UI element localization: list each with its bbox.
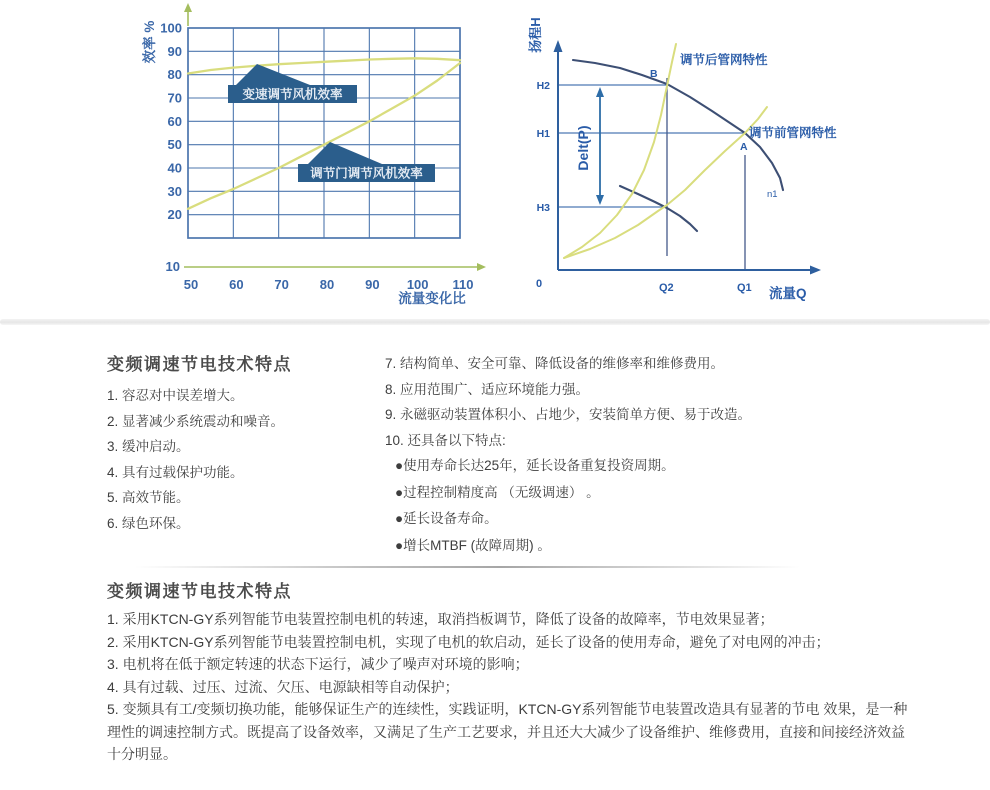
svg-text:Q1: Q1 [737, 282, 752, 294]
svg-text:20: 20 [167, 207, 182, 223]
list-item: 9. 永磁驱动装置体积小、占地少，安装简单方便、易于改造。 [385, 407, 752, 422]
svg-text:n1: n1 [767, 189, 778, 200]
svg-text:80: 80 [167, 67, 182, 83]
list-item: 2. 显著减少系统震动和噪音。 [107, 413, 285, 429]
svg-text:0: 0 [536, 278, 543, 290]
svg-text:100: 100 [406, 277, 429, 292]
svg-text:A: A [740, 141, 748, 153]
callout-0 [228, 64, 357, 103]
feature-list-left [107, 383, 383, 536]
list-item: 5. 变频具有工/变频切换功能，能够保证生产的连续性，实践证明，KTCN-GY系列智能节电装置改造具有显著的节电 效果，是一种理性的调速控制方式。既提高了设备效率，又满足了生产工艺要求，并且还大大减少了设备维护、维修费用，直接和间接经济效益十分明显。 [107, 701, 908, 762]
section1-title: 变频调速节电技术特点 [107, 355, 292, 374]
y-axis-label: 效率 % [142, 20, 157, 64]
svg-text:Delt(P): Delt(P) [575, 125, 591, 171]
list-item: 7. 结构简单、安全可靠、降低设备的维修率和维修费用。 [385, 356, 725, 371]
list-item: ●使用寿命长达25年，延长设备重复投资周期。 [395, 458, 675, 473]
list-item: ●增长MTBF (故障周期) 。 [395, 537, 551, 553]
list-item: 2. 采用KTCN-GY系列智能节电装置控制电机，实现了电机的软启动，延长了设备的使用寿命，避免了对电网的冲击； [107, 633, 830, 650]
svg-text:80: 80 [319, 277, 335, 292]
fan-efficiency-chart [130, 0, 490, 310]
svg-text:50: 50 [183, 277, 199, 292]
axis-arrows [184, 3, 486, 271]
svg-text:调节后管网特性: 调节后管网特性 [680, 53, 768, 67]
thin-divider [135, 566, 800, 568]
svg-text:H3: H3 [536, 202, 550, 214]
details-section [107, 577, 909, 766]
svg-text:90: 90 [365, 277, 380, 292]
list-item: 6. 绿色环保。 [107, 515, 190, 531]
svg-text:10: 10 [165, 259, 180, 274]
svg-text:H2: H2 [536, 80, 550, 92]
svg-text:变速调节风机效率: 变速调节风机效率 [242, 87, 343, 102]
list-item: 8. 应用范围广、适应环境能力强。 [385, 381, 590, 397]
svg-text:流量Q: 流量Q [769, 286, 807, 301]
svg-text:60: 60 [167, 113, 182, 129]
pump-curve-chart [520, 0, 865, 310]
svg-text:40: 40 [167, 160, 182, 176]
x-axis-label: 流量变化比 [398, 291, 466, 306]
svg-text:70: 70 [167, 90, 182, 106]
svg-text:调节门调节风机效率: 调节门调节风机效率 [310, 166, 423, 181]
delta-p-arrow [596, 87, 604, 205]
svg-text:110: 110 [452, 277, 474, 292]
svg-text:30: 30 [167, 183, 182, 199]
svg-text:100: 100 [160, 20, 182, 36]
network-before-regulation-curve [564, 107, 767, 258]
svg-text:90: 90 [167, 43, 182, 59]
svg-text:Q2: Q2 [659, 282, 674, 294]
list-item: ●过程控制精度高 （无级调速） 。 [395, 484, 600, 500]
details-list [107, 608, 909, 766]
section2-title: 变频调速节电技术特点 [107, 582, 292, 601]
svg-text:B: B [650, 68, 658, 80]
svg-text:调节前管网特性: 调节前管网特性 [749, 126, 837, 140]
svg-text:60: 60 [229, 277, 244, 292]
list-item: 4. 具有过载保护功能。 [107, 464, 244, 480]
svg-text:扬程H: 扬程H [528, 17, 543, 53]
features-right-column [385, 351, 915, 559]
head-reference-lines [537, 80, 745, 214]
section-divider-band [0, 319, 990, 325]
svg-text:70: 70 [274, 277, 289, 292]
svg-text:H1: H1 [536, 128, 550, 140]
list-item: 4. 具有过载、过压、过流、欠压、电源缺相等自动保护； [107, 678, 459, 695]
list-item: 5. 高效节能。 [107, 490, 190, 505]
feature-list-right [385, 351, 915, 453]
axes [554, 40, 822, 275]
list-item: 1. 容忍对中误差增大。 [107, 388, 244, 403]
svg-text:50: 50 [167, 137, 182, 153]
list-item: 10. 还具备以下特点: [385, 432, 506, 448]
list-item: 1. 采用KTCN-GY系列智能节电装置控制电机的转速，取消挡板调节，降低了设备的故障率，节电效果显著； [107, 611, 774, 627]
feature-bullet-list [385, 453, 915, 559]
list-item: ●延长设备寿命。 [395, 511, 498, 526]
list-item: 3. 缓冲启动。 [107, 439, 190, 454]
features-left-column [107, 350, 383, 536]
list-item: 3. 电机将在低于额定转速的状态下运行，减少了噪声对环境的影响； [107, 656, 529, 672]
